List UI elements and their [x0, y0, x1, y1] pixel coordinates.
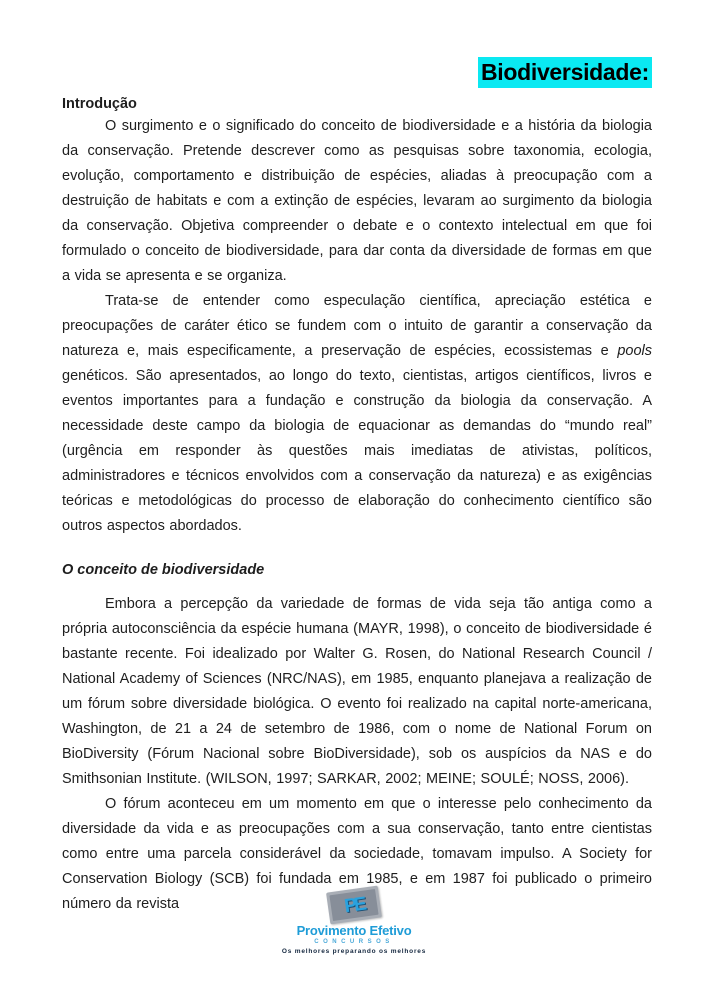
logo-tagline: Os melhores preparando os melhores — [281, 948, 427, 955]
paragraph-4: O fórum aconteceu em um momento em que o interesse pelo conhecimento da diversidade da vida e as preocupações com a sua conservação, tanto entre cientistas como entre uma parcela considerável da sociedade, tomavam impulso. A Society for Conservation Biology (SCB) foi fundada em 1985, e em 1987 foi publicado o primeiro número da revista — [62, 796, 652, 912]
page-title: Biodiversidade: — [478, 57, 652, 88]
document-content — [62, 57, 652, 917]
intro-heading: Introdução — [62, 96, 137, 112]
logo-brand-name: Provimento Efetivo — [296, 923, 412, 938]
footer-logo — [0, 889, 708, 956]
logo-monogram: PE — [342, 893, 366, 917]
logo-subtitle: CONCURSOS — [314, 939, 394, 945]
pe-cube-icon — [326, 886, 382, 925]
paragraph-1: O surgimento e o significado do conceito de biodiversidade e a história da biologia da conservação. Pretende descrever como as pesquisas sobre taxonomia, ecologia, evolução, comportamento e distribuição de espécies, aliadas à preocupação com a destruição de habitats e com a extinção de espécies, levaram ao surgimento da biologia da conservação. Objetiva compreender o debate e o contexto intelectual em que foi formulado o conceito de biodiversidade, para dar conta da diversidade de formas em que a vida se apresenta e se organiza. — [62, 118, 652, 284]
pe-cube-face — [329, 889, 378, 921]
paragraph-2-text: Trata-se de entender como especulação científica, apreciação estética e preocupações de caráter ético se fundem com o intuito de garantir a conservação da natureza e, mais especificamente, a preservação de espécies, ecossistemas e — [62, 293, 652, 359]
concept-heading: O conceito de biodiversidade — [62, 562, 265, 578]
paragraph-3: Embora a percepção da variedade de formas de vida seja tão antiga como a própria autoconsciência da espécie humana (MAYR, 1998), o conceito de biodiversidade é bastante recente. Foi idealizado por Walter G. Rosen, do National Research Council / National Academy of Sciences (NRC/NAS), em 1985, enquanto planejava a realização de um fórum sobre diversidade biológica. O evento foi realizado na capital norte-americana, Washington, de 21 a 24 de setembro de 1986, com o nome de National Forum on BioDiversity (Fórum Nacional sobre BioDiversidade), sob os auspícios da NAS e do Smithsonian Institute. (WILSON, 1997; SARKAR, 2002; MEINE; SOULÉ; NOSS, 2006). — [62, 596, 652, 787]
paragraph-2-text-after: genéticos. São apresentados, ao longo do texto, cientistas, artigos científicos, livros e eventos importantes para a fundação e construção da biologia da conservação. A necessidade deste campo da biologia de equacionar as demandas do “mundo real” (urgência em responder às questões mais imediatas de ativistas, políticos, administradores e técnicos envolvidos com a conservação da natureza) e as exigências teóricas e metodológicas do processo de elaboração do conhecimento científico são outros aspectos abordados. — [62, 368, 652, 534]
title-row — [62, 57, 652, 92]
paragraph-2-italic-word: pools — [617, 343, 652, 359]
paragraph-2 — [62, 289, 652, 539]
